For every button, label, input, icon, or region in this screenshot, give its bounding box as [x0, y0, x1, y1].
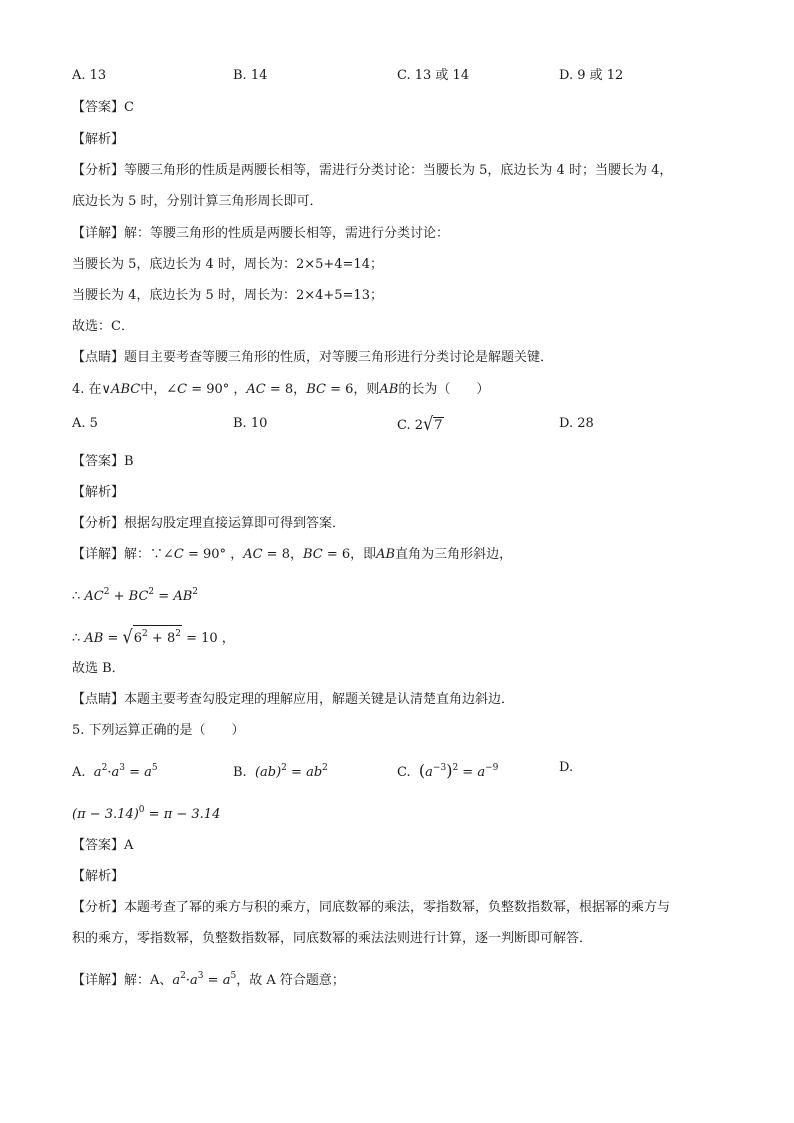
q5-fenxi-line-2: 积的乘方，零指数幂，负整数指数幂，同底数幂的乘法法则进行计算，逐一判断即可解答． [72, 931, 593, 946]
q4-choice: 故选 B． [72, 661, 125, 676]
q3-choice: 故选：C． [72, 319, 134, 334]
q5-option-a: A. $a^2\cdot a^3 = a^5$ [72, 763, 158, 780]
q3-analysis-heading: 【解析】 [72, 132, 125, 147]
q4-option-c: C. 2√7 [397, 412, 443, 435]
q4-dianjing: 【点睛】本题主要考查勾股定理的理解应用，解题关键是认清楚直角边斜边． [72, 692, 515, 707]
q3-option-c: C. 13 或 14 [397, 68, 470, 83]
q3-fenxi-line-2: 底边长为 5 时，分别计算三角形周长即可． [72, 194, 323, 209]
q5-stem: 5. 下列运算正确的是（ ） [72, 723, 245, 738]
q4-option-a: A. 5 [72, 416, 98, 431]
q5-answer: 【答案】A [72, 838, 134, 853]
q3-option-b: B. 14 [233, 68, 268, 83]
q4-stem: 4. 在∨ABC中，∠C = 90° ，AC = 8，BC = 6，则AB的长为（ ） [72, 382, 490, 397]
q3-answer: 【答案】C [72, 100, 134, 115]
q3-fenxi-line-1: 【分析】等腰三角形的性质是两腰长相等，需进行分类讨论：当腰长为 5，底边长为 4 时；当腰长为 4， [72, 163, 673, 178]
q4-option-d: D. 28 [559, 416, 594, 431]
q5-analysis-heading: 【解析】 [72, 869, 125, 884]
q3-option-a: A. 13 [72, 68, 107, 83]
q3-detail-line-1: 【详解】解：等腰三角形的性质是两腰长相等，需进行分类讨论： [72, 226, 450, 241]
q5-option-d-label: D. [559, 760, 574, 775]
q5-option-b: B. $(ab)^2 = ab^2$ [233, 763, 328, 780]
q3-detail-line-2: 当腰长为 5，底边长为 4 时，周长为：2×5+4=14； [72, 257, 383, 272]
q5-detail: 【详解】解：A、$a^2\cdot a^3 = a^5$，故 A 符合题意； [72, 971, 345, 988]
q4-equation-2: ∴ AB = $√6^2 + 8^2 = 10$ ， [72, 625, 235, 648]
q5-option-c: C. $(a^{-3})^2 = a^{-9}$ [397, 761, 499, 780]
q4-option-b: B. 10 [233, 416, 268, 431]
q3-detail-line-3: 当腰长为 4，底边长为 5 时，周长为：2×4+5=13； [72, 288, 383, 303]
q4-answer: 【答案】B [72, 454, 134, 469]
q5-fenxi-line-1: 【分析】本题考查了幂的乘方与积的乘方，同底数幂的乘法，零指数幂，负整数指数幂，根据幂的乘方与 [72, 900, 671, 915]
q3-dianjing: 【点睛】题目主要考查等腰三角形的性质，对等腰三角形进行分类讨论是解题关键． [72, 350, 554, 365]
q4-detail: 【详解】解：∵∠C = 90° ，AC = 8，BC = 6，即AB直角为三角形斜边， [72, 547, 513, 562]
q3-option-d: D. 9 或 12 [559, 68, 624, 83]
q4-fenxi: 【分析】根据勾股定理直接运算即可得到答案． [72, 516, 346, 531]
q5-option-d-expression: $(\pi - 3.14)^0 = \pi - 3.14$ [72, 805, 221, 822]
sqrt-symbol: √7 [423, 412, 443, 435]
q4-equation-1: ∴ $AC^2 + BC^2 = AB^2$ [72, 587, 199, 604]
q4-analysis-heading: 【解析】 [72, 485, 125, 500]
sqrt-symbol: $√6^2 + 8^2$ [122, 625, 181, 648]
